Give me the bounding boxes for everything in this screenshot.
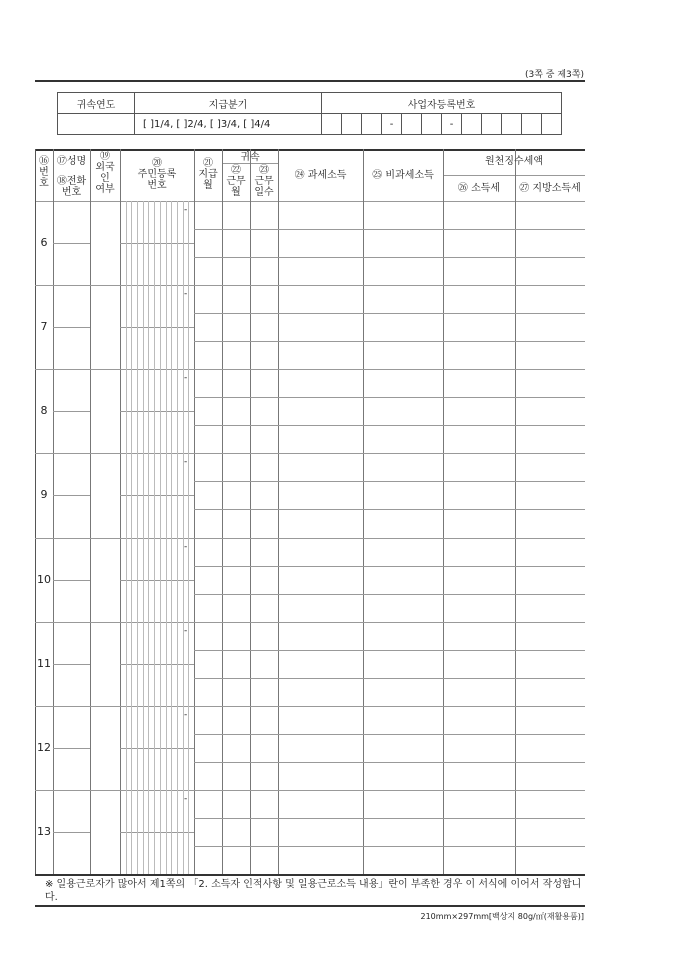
col-phone-header: ⑱전화 번호 — [56, 176, 87, 198]
rrn-digit-grid — [131, 201, 132, 874]
rrn-digit-grid — [143, 201, 144, 874]
col-workdays-header: ㉓ 근무 일수 — [254, 165, 274, 198]
table-rule — [35, 285, 585, 286]
bizno-header: 사업자등록번호 — [322, 93, 562, 114]
rrn-digit-grid — [177, 201, 178, 874]
table-rule — [53, 495, 90, 496]
row-number: 8 — [40, 404, 48, 417]
col-taxable-header: ㉔ 과세소득 — [294, 170, 347, 181]
page-indicator: (3쪽 중 제3쪽) — [525, 70, 584, 80]
rrn-dash: - — [184, 626, 188, 636]
top-rule — [35, 80, 585, 82]
table-rule — [194, 425, 585, 426]
row-number: 6 — [40, 236, 48, 249]
table-rule — [443, 175, 585, 176]
rrn-digit-grid — [183, 201, 184, 874]
table-rule — [35, 453, 585, 454]
col-workmonth-header: ㉒ 근무 월 — [226, 165, 246, 198]
rrn-dash: - — [184, 205, 188, 215]
table-rule — [194, 650, 585, 651]
row-number: 7 — [40, 320, 48, 333]
table-rule — [194, 481, 585, 482]
rrn-digit-grid — [126, 201, 127, 874]
table-rule — [194, 341, 585, 342]
table-rule — [53, 243, 90, 244]
table-column-rule — [90, 149, 91, 874]
bizno-digit[interactable] — [322, 114, 342, 135]
table-column-rule — [53, 149, 54, 874]
rrn-digit-grid — [148, 201, 149, 874]
rrn-dash: - — [184, 794, 188, 804]
table-rule — [35, 369, 585, 370]
table-rule — [194, 594, 585, 595]
table-rule — [194, 818, 585, 819]
rrn-digit-grid — [166, 201, 167, 874]
table-rule — [53, 748, 90, 749]
bizno-dash: - — [382, 114, 402, 135]
col-name-header: ⑰성명 — [56, 156, 87, 167]
rrn-dash: - — [184, 289, 188, 299]
col-number-header: ⑯ 번 호 — [39, 156, 49, 189]
bizno-digit[interactable] — [402, 114, 422, 135]
table-rule — [194, 229, 585, 230]
table-rule — [194, 846, 585, 847]
rrn-dash: - — [184, 457, 188, 467]
bizno-digit[interactable] — [522, 114, 542, 135]
bizno-digit[interactable] — [502, 114, 522, 135]
table-rule — [194, 509, 585, 510]
rrn-digit-grid — [154, 201, 155, 874]
row-number: 11 — [37, 657, 51, 670]
rrn-digit-grid — [137, 201, 138, 874]
rrn-digit-grid — [171, 201, 172, 874]
table-rule — [194, 762, 585, 763]
table-rule — [53, 327, 90, 328]
table-rule — [53, 832, 90, 833]
row-number: 9 — [40, 488, 48, 501]
table-rule — [53, 664, 90, 665]
table-rule — [194, 397, 585, 398]
bizno-digit[interactable] — [422, 114, 442, 135]
table-rule — [194, 313, 585, 314]
rrn-dash: - — [184, 710, 188, 720]
table-rule — [35, 874, 585, 876]
table-rule — [194, 734, 585, 735]
bottom-rule — [35, 905, 585, 907]
bizno-digit[interactable] — [362, 114, 382, 135]
col-rrn-header: ⑳ 주민등록 번호 — [137, 158, 177, 191]
bizno-dash: - — [442, 114, 462, 135]
bizno-digit[interactable] — [482, 114, 502, 135]
col-withholding-group: 원천징수세액 — [485, 156, 543, 167]
col-localtax-header: ㉗ 지방소득세 — [519, 183, 581, 194]
table-rule — [194, 566, 585, 567]
table-rule — [194, 257, 585, 258]
bizno-digit[interactable] — [542, 114, 562, 135]
col-paymonth-header: ㉑ 지급 월 — [198, 158, 218, 191]
col-incometax-header: ㉖ 소득세 — [457, 183, 501, 194]
quarter-header: 지급분기 — [135, 93, 322, 114]
rrn-digit-grid — [160, 201, 161, 874]
bizno-digit[interactable] — [342, 114, 362, 135]
rrn-dash: - — [184, 373, 188, 383]
table-rule — [35, 622, 585, 623]
table-column-rule — [35, 149, 36, 874]
table-rule — [35, 790, 585, 791]
table-rule — [35, 706, 585, 707]
quarter-checkboxes[interactable]: [ ]1/4, [ ]2/4, [ ]3/4, [ ]4/4 — [135, 114, 322, 135]
year-header: 귀속연도 — [58, 93, 135, 114]
table-column-rule — [120, 149, 121, 874]
rrn-dash: - — [184, 542, 188, 552]
header-info-table — [57, 92, 562, 135]
table-rule — [35, 201, 585, 202]
year-input[interactable] — [58, 114, 135, 135]
table-rule — [53, 411, 90, 412]
table-rule — [35, 538, 585, 539]
col-attribution-group: 귀속 — [240, 152, 260, 163]
table-rule — [194, 678, 585, 679]
col-nontaxable-header: ㉕ 비과세소득 — [372, 170, 434, 181]
col-foreigner-header: ⑲ 외국 인 여부 — [95, 151, 115, 195]
row-number: 10 — [37, 573, 51, 586]
table-rule — [53, 580, 90, 581]
row-number: 12 — [37, 741, 51, 754]
bizno-digit[interactable] — [462, 114, 482, 135]
row-number: 13 — [37, 825, 51, 838]
instruction-note: ※ 일용근로자가 많아서 제1쪽의 「2. 소득자 인적사항 및 일용근로소득 내용」란이 부족한 경우 이 서식에 이어서 작성합니다. — [45, 879, 582, 903]
paper-spec: 210mm×297mm[백상지 80g/㎡(재활용품)] — [420, 912, 584, 921]
rrn-digit-grid — [188, 201, 189, 874]
